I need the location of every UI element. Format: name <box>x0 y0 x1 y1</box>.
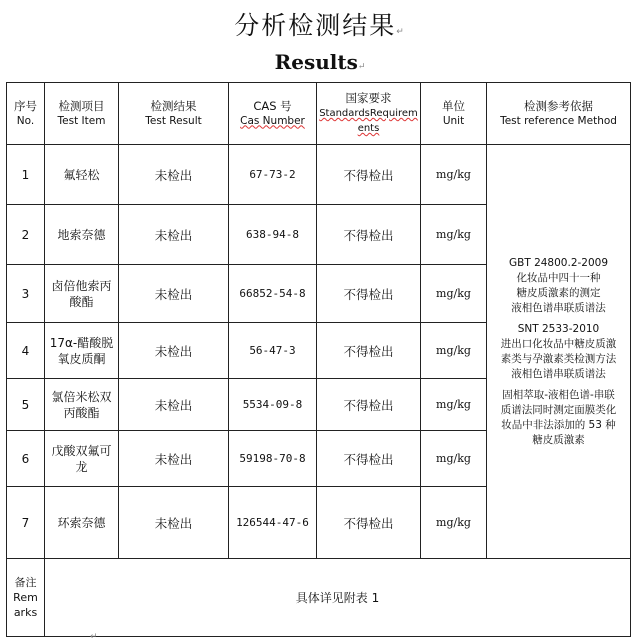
row-requirement: 不得检出 <box>317 205 421 265</box>
row-cas: 59198-70-8 <box>229 431 317 487</box>
row-requirement: 不得检出 <box>317 265 421 323</box>
header-cas <box>229 83 317 145</box>
method-std2-line3: 液相色谱串联质谱法 <box>511 367 606 380</box>
method-std2-line2: 素类与孕激素类检测方法 <box>500 352 617 365</box>
header-unit <box>421 83 487 145</box>
row-num: 5 <box>7 379 45 431</box>
page-title <box>0 6 640 42</box>
row-unit: mg/kg <box>421 205 487 265</box>
row-cas: 5534-09-8 <box>229 379 317 431</box>
header-method-en: Test reference Method <box>500 114 617 127</box>
row-cas: 638-94-8 <box>229 205 317 265</box>
header-result-cn: 检测结果 <box>150 98 197 113</box>
row-unit: mg/kg <box>421 265 487 323</box>
row-requirement: 不得检出 <box>317 379 421 431</box>
method-std3-line3: 妆品中非法添加的 53 种 <box>501 418 616 431</box>
header-method <box>487 83 631 145</box>
row-cas: 56-47-3 <box>229 323 317 379</box>
row-num: 7 <box>7 487 45 559</box>
row-result: 未检出 <box>119 265 229 323</box>
row-cas: 66852-54-8 <box>229 265 317 323</box>
row-requirement: 不得检出 <box>317 431 421 487</box>
header-unit-cn: 单位 <box>442 98 465 113</box>
header-num <box>7 83 45 145</box>
row-item: 17α-醋酸脱氧皮质酮 <box>45 323 119 379</box>
row-unit: mg/kg <box>421 431 487 487</box>
method-std3-line2: 质谱法同时测定面膜类化 <box>500 403 617 416</box>
method-cell <box>487 145 631 559</box>
results-table <box>6 82 631 637</box>
method-std1-line3: 液相色谱串联质谱法 <box>511 301 606 314</box>
page-title-text: 分析检测结果 <box>234 11 397 40</box>
header-row <box>7 83 631 145</box>
row-num: 4 <box>7 323 45 379</box>
row-cas: 67-73-2 <box>229 145 317 205</box>
header-req <box>317 83 421 145</box>
remarks-label-en-1: Rem <box>13 591 38 604</box>
row-requirement: 不得检出 <box>317 145 421 205</box>
header-req-cn: 国家要求 <box>345 91 392 105</box>
row-result: 未检出 <box>119 145 229 205</box>
row-unit: mg/kg <box>421 487 487 559</box>
row-unit: mg/kg <box>421 379 487 431</box>
page-subtitle <box>0 50 640 74</box>
row-result: 未检出 <box>119 431 229 487</box>
remarks-label <box>7 559 45 637</box>
header-result-en: Test Result <box>145 114 202 127</box>
row-item: 氟轻松 <box>45 145 119 205</box>
row-num: 6 <box>7 431 45 487</box>
row-item: 卤倍他索丙酸酯 <box>45 265 119 323</box>
row-cas: 126544-47-6 <box>229 487 317 559</box>
row-num: 3 <box>7 265 45 323</box>
page-subtitle-text: Results <box>274 50 358 74</box>
method-std3-line4: 糖皮质激素 <box>532 433 585 446</box>
paragraph-mark-icon: ↵ <box>396 27 406 37</box>
header-cas-en: Cas Number <box>240 114 305 127</box>
paragraph-mark-icon: ↵ <box>90 632 98 642</box>
row-item: 环索奈德 <box>45 487 119 559</box>
row-result: 未检出 <box>119 323 229 379</box>
method-std1-code: GBT 24800.2-2009 <box>508 256 609 269</box>
header-item <box>45 83 119 145</box>
method-std2-line1: 进出口化妆品中糖皮质激 <box>500 337 617 350</box>
row-item: 戊酸双氟可龙 <box>45 431 119 487</box>
header-result <box>119 83 229 145</box>
remarks-label-cn: 备注 <box>14 576 37 589</box>
row-item: 地索奈德 <box>45 205 119 265</box>
remarks-label-en-2: arks <box>13 606 38 619</box>
paragraph-mark-icon: ↵ <box>357 62 366 72</box>
remarks-row <box>7 559 631 637</box>
method-std1-line1: 化妆品中四十一种 <box>516 271 601 284</box>
table-row <box>7 145 631 205</box>
method-std1-line2: 糖皮质激素的测定 <box>516 286 601 299</box>
row-result: 未检出 <box>119 205 229 265</box>
header-req-en: StandardsRequirements <box>319 108 418 134</box>
header-num-cn: 序号 <box>14 98 37 113</box>
row-num: 2 <box>7 205 45 265</box>
method-std3-line1: 固相萃取-液相色谱-串联 <box>502 388 615 401</box>
method-std2-code: SNT 2533-2010 <box>517 322 600 335</box>
row-unit: mg/kg <box>421 323 487 379</box>
header-method-cn: 检测参考依据 <box>524 98 593 113</box>
row-requirement: 不得检出 <box>317 487 421 559</box>
header-item-cn: 检测项目 <box>58 98 105 113</box>
row-requirement: 不得检出 <box>317 323 421 379</box>
row-num: 1 <box>7 145 45 205</box>
row-result: 未检出 <box>119 487 229 559</box>
row-item: 氯倍米松双丙酸酯 <box>45 379 119 431</box>
remarks-value: 具体详见附表 1 <box>45 559 631 637</box>
header-item-en: Test Item <box>57 114 106 127</box>
header-unit-en: Unit <box>442 114 465 127</box>
row-unit: mg/kg <box>421 145 487 205</box>
header-num-en: No. <box>16 114 35 127</box>
row-result: 未检出 <box>119 379 229 431</box>
header-cas-cn: CAS 号 <box>253 98 292 113</box>
